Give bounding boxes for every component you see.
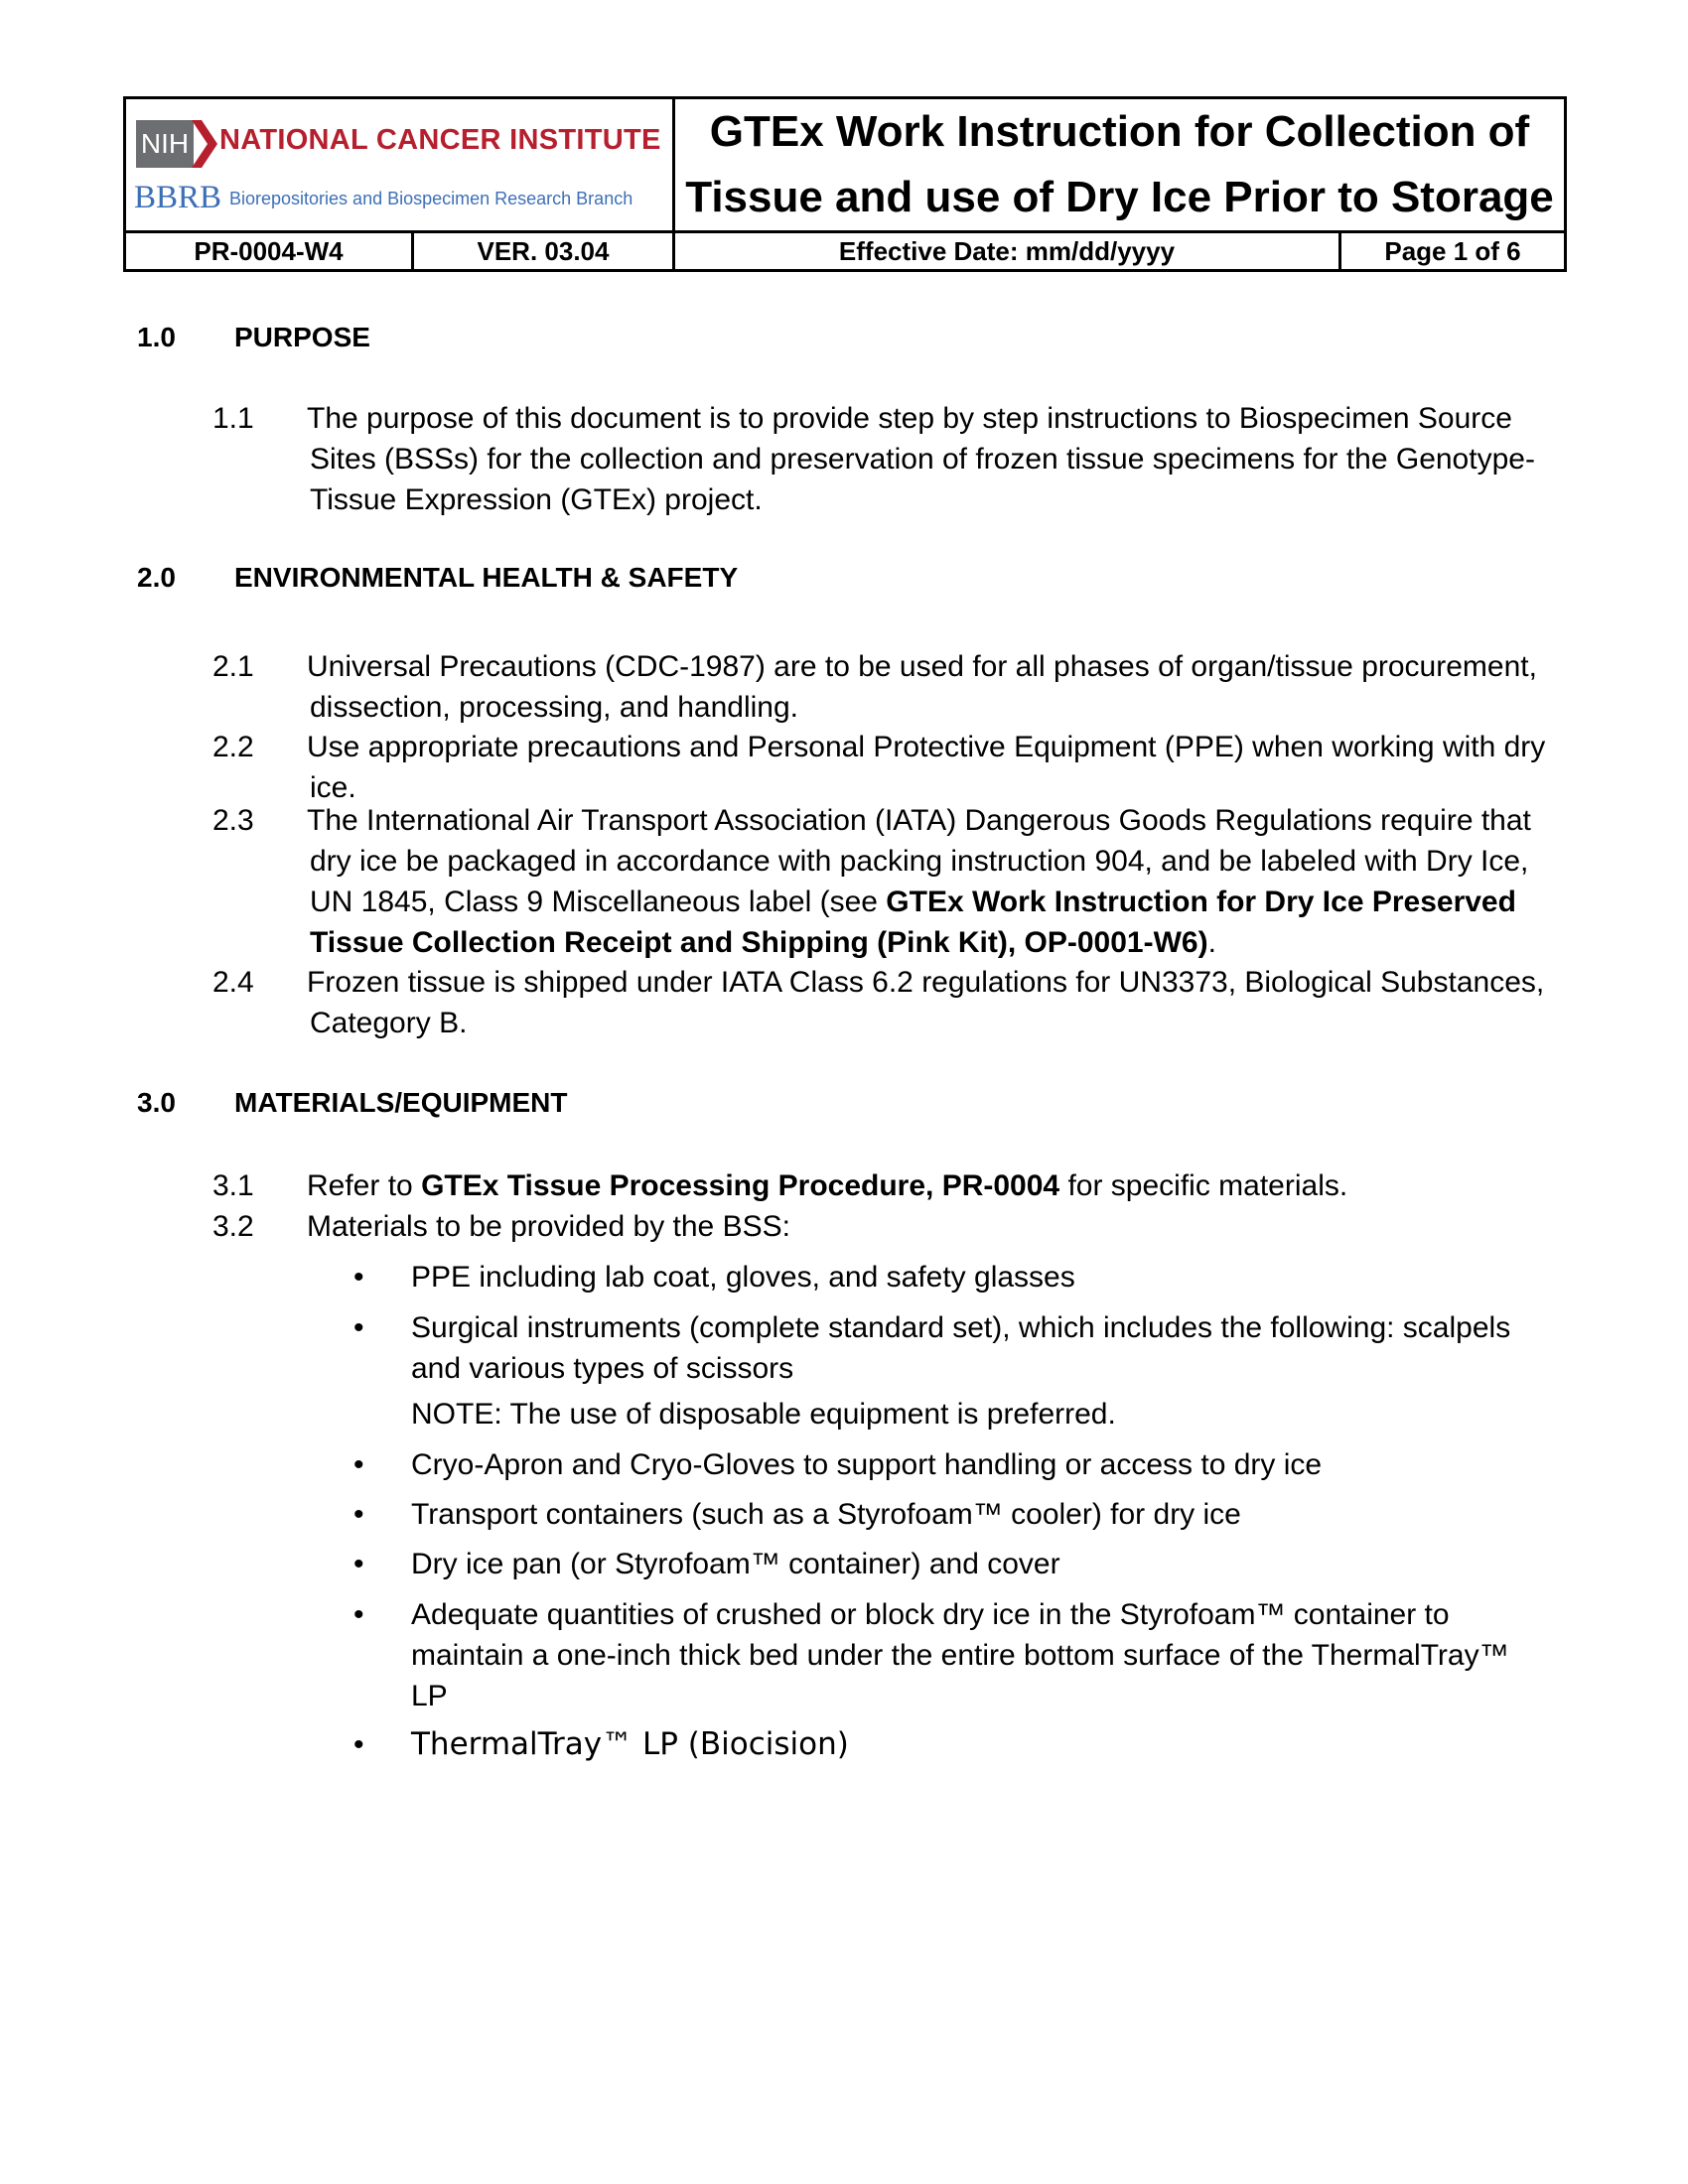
bullet-item: [353, 1544, 1553, 1584]
item-text-part: The International Air Transport Association (IATA) Dangerous Goods Regulations require that dry ice be packaged in accordance with packing instruction 904, and be labeled with Dry Ice, UN 1845, Class 9 Miscellaneous label (see: [307, 804, 1531, 918]
section-number: 3.0: [137, 1087, 176, 1118]
item-text: Universal Precautions (CDC-1987) are to be used for all phases of organ/tissue procurement, dissection, processing, and handling.: [307, 650, 1537, 724]
nci-bbrb-logo: [126, 100, 672, 230]
nih-logo-mark: NIH: [136, 120, 194, 168]
document-version: VER. 03.04: [413, 232, 674, 271]
document-reference: GTEx Work Instruction for Dry Ice Preserved Tissue Collection Receipt and Shipping (Pink Kit), OP-0001-W6): [310, 886, 1516, 959]
bullet-item: [353, 1724, 1553, 1765]
logo-cell: [125, 98, 674, 232]
bullet-note: [361, 1394, 1553, 1434]
bullet-text: ThermalTray™ LP (Biocision): [411, 1726, 849, 1762]
item-text: The purpose of this document is to provide step by step instructions to Biospecimen Source Sites (BSSs) for the collection and preservation of frozen tissue specimens for the Genotype-Tissue Expression (GTEx) project.: [307, 402, 1535, 516]
section-number: 2.0: [137, 562, 176, 593]
title-line-1: GTEx Work Instruction for Collection of: [709, 107, 1530, 156]
bullet-item: [353, 1307, 1553, 1389]
bullet-item: [353, 1594, 1553, 1716]
bullet-icon: •: [353, 1448, 364, 1481]
bullet-text: Dry ice pan (or Styrofoam™ container) and cover: [411, 1548, 1060, 1580]
item-number: 1.1: [212, 402, 254, 435]
bullet-icon: •: [353, 1598, 364, 1631]
item-number: 3.1: [212, 1169, 254, 1202]
section-title: MATERIALS/EQUIPMENT: [234, 1087, 568, 1118]
item-text: Materials to be provided by the BSS:: [307, 1210, 790, 1243]
item-number: 3.2: [212, 1210, 254, 1243]
section-number: 1.0: [137, 322, 176, 352]
effective-date: Effective Date: mm/dd/yyyy: [674, 232, 1340, 271]
note-text: NOTE: The use of disposable equipment is preferred.: [411, 1398, 1116, 1431]
title-line-2: Tissue and use of Dry Ice Prior to Storage: [685, 173, 1554, 221]
bullet-icon: •: [353, 1548, 364, 1580]
item-text: Frozen tissue is shipped under IATA Class 6.2 regulations for UN3373, Biological Substances, Category B.: [307, 966, 1545, 1039]
item-text-part: .: [1207, 926, 1216, 959]
institute-name: NATIONAL CANCER INSTITUTE: [219, 123, 661, 156]
item-number: 2.4: [212, 966, 254, 999]
document-title: [674, 98, 1566, 232]
item-text: [307, 800, 1573, 963]
item-text: Use appropriate precautions and Personal Protective Equipment (PPE) when working with dry ice.: [307, 731, 1546, 804]
list-item: [212, 800, 1573, 963]
document-reference: GTEx Tissue Processing Procedure, PR-0004: [421, 1169, 1060, 1202]
document-id: PR-0004-W4: [125, 232, 413, 271]
section-title: PURPOSE: [234, 322, 370, 352]
bullet-icon: •: [353, 1728, 364, 1761]
bullet-icon: •: [353, 1261, 364, 1294]
bullet-text: PPE including lab coat, gloves, and safety glasses: [411, 1261, 1075, 1294]
item-number: 2.3: [212, 804, 254, 837]
bullet-item: [353, 1444, 1553, 1485]
branch-abbreviation: BBRB: [134, 179, 222, 215]
item-number: 2.1: [212, 650, 254, 683]
bullet-text: Adequate quantities of crushed or block dry ice in the Styrofoam™ container to maintain a one-inch thick bed under the entire bottom surface of the ThermalTray™ LP: [411, 1598, 1509, 1712]
bullet-item: [353, 1494, 1553, 1535]
bullet-icon: •: [353, 1311, 364, 1344]
document-header: [123, 96, 1567, 272]
bullet-icon: •: [353, 1498, 364, 1531]
branch-name: Biorepositories and Biospecimen Research Branch: [229, 188, 633, 208]
item-text: [307, 1165, 1573, 1206]
list-item: [212, 727, 1573, 808]
list-item: [212, 646, 1573, 728]
item-text-part: for specific materials.: [1059, 1169, 1348, 1202]
bullet-text: Surgical instruments (complete standard set), which includes the following: scalpels and various types of scissors: [411, 1311, 1511, 1385]
list-item: [212, 398, 1573, 520]
item-text-part: Refer to: [307, 1169, 422, 1202]
list-item: [212, 1206, 1573, 1247]
page-number: Page 1 of 6: [1340, 232, 1566, 271]
bullet-text: Cryo-Apron and Cryo-Gloves to support handling or access to dry ice: [411, 1448, 1323, 1481]
item-number: 2.2: [212, 731, 254, 763]
bullet-text: Transport containers (such as a Styrofoam™ cooler) for dry ice: [411, 1498, 1241, 1531]
bullet-item: [353, 1257, 1553, 1297]
section-title: ENVIRONMENTAL HEALTH & SAFETY: [234, 562, 739, 593]
list-item: [212, 962, 1573, 1043]
chevron-right-icon: [192, 120, 217, 168]
list-item: [212, 1165, 1573, 1206]
